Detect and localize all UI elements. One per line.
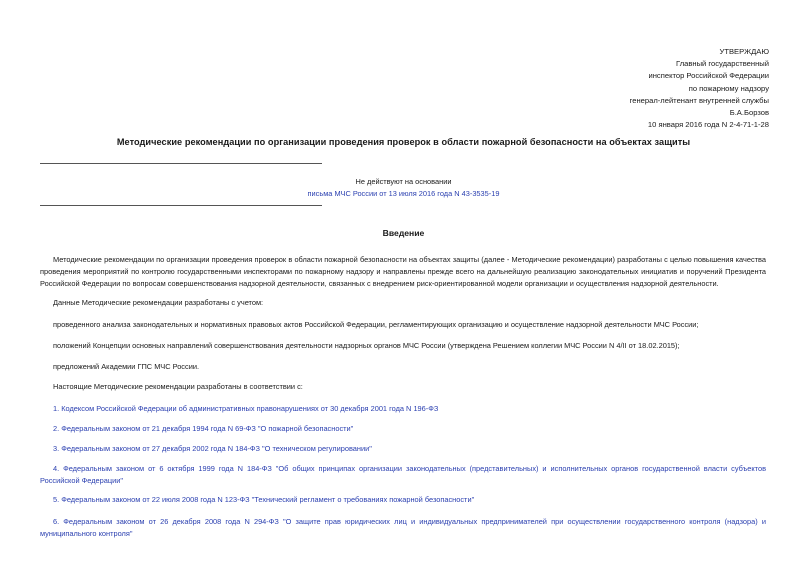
approval-block [630, 46, 769, 131]
approval-line: 10 января 2016 года N 2-4-71-1-28 [647, 120, 769, 130]
divider-bottom [40, 205, 322, 206]
status-link[interactable]: письма МЧС России от 13 июля 2016 года N 43-3535-19 [307, 188, 500, 198]
paragraph-intro: Методические рекомендации по организации проведения проверок в области пожарной безопасности на объектах защиты (далее - Методические рекомендации) разработаны с целью повышения качества проведения мероприятий по контролю государственными инспекторами по пожарному надзору и направлены прежде всего на дальнейшую реализацию законодательных инициатив и поручений Президента Российской Федерации по вопросам совершенствования надзорной деятельности, связанных с внедрением риск-ориентированной модели организации и осуществления надзорной деятельности. [40, 255, 766, 288]
divider-top [40, 163, 322, 164]
law-link-3[interactable]: 3. Федеральным законом от 27 декабря 2002 года N 184-ФЗ "О техническом регулировании" [53, 444, 372, 453]
approval-line: генерал-лейтенант внутренней службы [629, 95, 769, 105]
status-notice [40, 176, 767, 199]
law-link-6[interactable]: 6. Федеральным законом от 26 декабря 2008 года N 294-ФЗ "О защите прав юридических лиц и индивидуальных предпринимателей при осуществлении государственного контроля (надзора) и муниципального контроля" [40, 517, 766, 538]
approval-line: Б.А.Борзов [729, 108, 769, 118]
approval-line: Главный государственный [676, 59, 769, 69]
approval-line: инспектор Российской Федерации [648, 71, 769, 81]
paragraph-accordance: Настоящие Методические рекомендации разработаны в соответствии с: [53, 382, 303, 391]
paragraph-analysis: проведенного анализа законодательных и нормативных правовых актов Российской Федерации, регламентирующих организацию и осуществление надзорной деятельности МЧС России; [53, 320, 699, 329]
paragraph-concept: положений Концепции основных направлений совершенствования деятельности надзорных органов МЧС России (утверждена Решением коллегии МЧС России N 4/II от 18.02.2015); [53, 341, 680, 350]
law-link-4[interactable]: 4. Федеральным законом от 6 октября 1999 года N 184-ФЗ "Об общих принципах организации законодательных (представительных) и исполнительных органов государственной власти субъектов Российской Федерации" [40, 464, 766, 485]
law-link-5[interactable]: 5. Федеральным законом от 22 июля 2008 года N 123-ФЗ "Технический регламент о требованиях пожарной безопасности" [53, 495, 475, 504]
paragraph-based: Данные Методические рекомендации разработаны с учетом: [53, 298, 264, 307]
law-link-2[interactable]: 2. Федеральным законом от 21 декабря 1994 года N 69-ФЗ "О пожарной безопасности" [53, 424, 354, 433]
document-title: Методические рекомендации по организации проведения проверок в области пожарной безопасности на объектах защиты [116, 137, 691, 147]
law-link-1[interactable]: 1. Кодексом Российской Федерации об административных правонарушениях от 30 декабря 2001 года N 196-ФЗ [53, 404, 439, 413]
paragraph-academy: предложений Академии ГПС МЧС России. [53, 362, 200, 371]
section-heading: Введение [382, 228, 425, 238]
approval-line: УТВЕРЖДАЮ [719, 47, 769, 56]
status-text: Не действуют на основании [355, 177, 452, 186]
approval-line: по пожарному надзору [688, 83, 769, 93]
